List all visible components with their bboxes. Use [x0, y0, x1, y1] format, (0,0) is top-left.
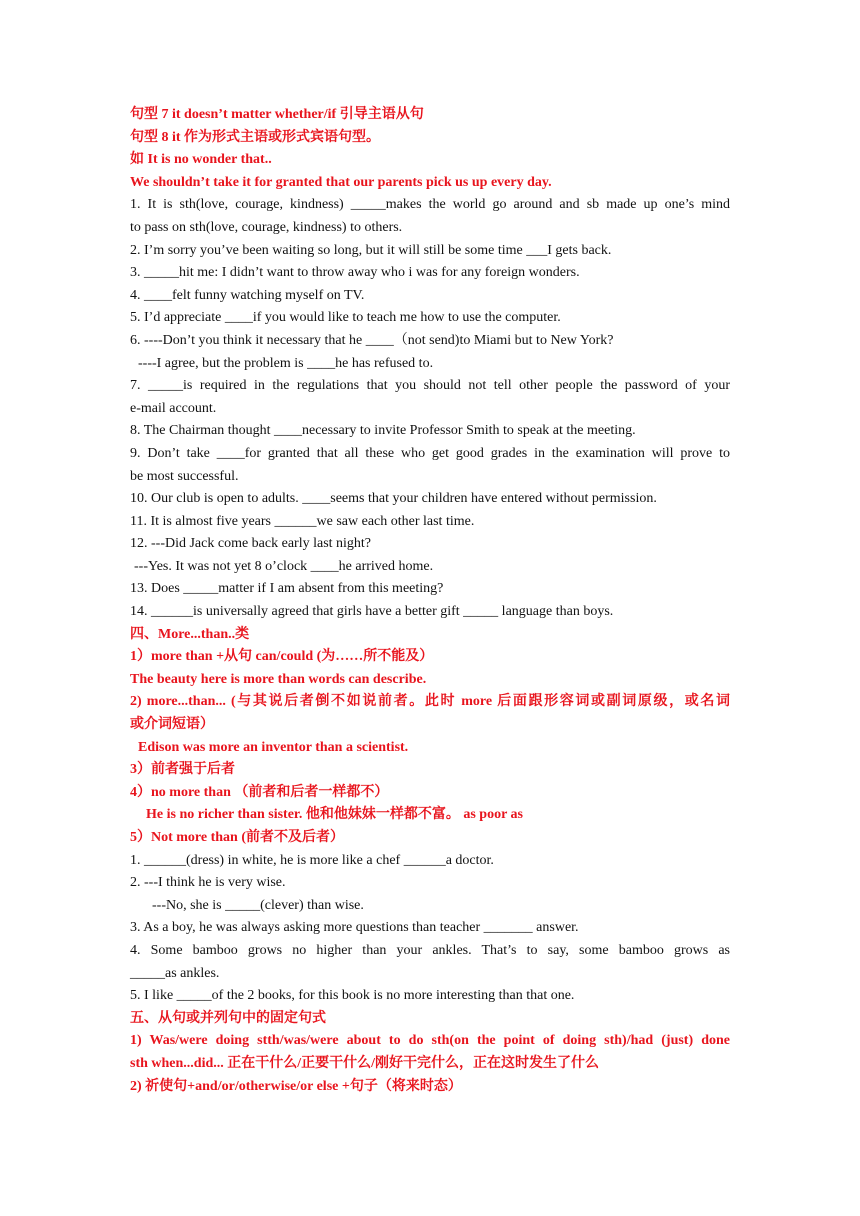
document-line: 5）Not more than (前者不及后者） [130, 830, 345, 845]
document-line: 14. ______is universally agreed that girls have a better gift _____ language than boys. [130, 604, 614, 620]
document-line: 如 It is no wonder that.. [130, 152, 272, 168]
document-line: Edison was more an inventor than a scientist. [138, 739, 409, 755]
document-line: 4. ____felt funny watching myself on TV. [130, 287, 365, 303]
document-line: The beauty here is more than words can describe. [130, 671, 427, 687]
document-line: 或介词短语） [130, 717, 214, 733]
document-line: 13. Does _____matter if I am absent from this meeting? [130, 581, 444, 597]
document-line: 句型 8 it 作为形式主语或形式宾语句型。 [130, 129, 381, 145]
document-line: 11. It is almost five years ______we saw each other last time. [130, 513, 475, 529]
document-line: We shouldn’t take it for granted that our parents pick us up every day. [130, 174, 552, 190]
document-line: 4. Some bamboo grows no higher than your ankles. That’s to say, some bamboo grows as [130, 942, 730, 958]
document-line: 6. ----Don’t you think it necessary that he ____（not send)to Miami but to New York? [130, 332, 614, 348]
document-line: 2) more...than... (与其说后者倒不如说前者。此时 more 后面跟形容词或副词原级，或名词 [130, 694, 730, 710]
document-line: 3. _____hit me: I didn’t want to throw away who i was for any foreign wonders. [130, 265, 580, 281]
document-line: ---No, she is _____(clever) than wise. [152, 897, 364, 913]
document-line: 5. I’d appreciate ____if you would like to teach me how to use the computer. [130, 310, 561, 326]
document-body [130, 104, 730, 1098]
document-line: 7. _____is required in the regulations that you should not tell other people the password of your [130, 378, 730, 394]
document-line: 12. ---Did Jack come back early last night? [130, 536, 372, 552]
document-line: He is no richer than sister. 他和他妹妹一样都不富。 as poor as [146, 807, 523, 823]
document-line: 1. It is sth(love, courage, kindness) _____makes the world go around and sb made up one’s mind [130, 197, 730, 213]
document-line: ----I agree, but the problem is ____he has refused to. [138, 355, 434, 371]
document-line: 9. Don’t take ____for granted that all these who get good grades in the examination will prove to [130, 445, 730, 461]
document-line: 句型 7 it doesn’t matter whether/if 引导主语从句 [130, 107, 424, 122]
document-line: 3）前者强于后者 [130, 762, 235, 778]
document-line: sth when...did... 正在干什么/正要干什么/刚好干完什么，正在这时发生了什么 [130, 1055, 600, 1071]
document-line: 5. I like _____of the 2 books, for this book is no more interesting than that one. [130, 988, 575, 1004]
document-line: 2. ---I think he is very wise. [130, 875, 286, 891]
document-line: 五、从句或并列句中的固定句式 [130, 1010, 326, 1026]
document-line: 3. As a boy, he was always asking more questions than teacher _______ answer. [130, 920, 579, 936]
document-line: 1）more than +从句 can/could (为……所不能及） [130, 649, 434, 665]
document-line: 1) Was/were doing stth/was/were about to do sth(on the point of doing sth)/had (just) done [130, 1033, 730, 1049]
document-line: 8. The Chairman thought ____necessary to invite Professor Smith to speak at the meeting. [130, 423, 636, 439]
document-line: 10. Our club is open to adults. ____seems that your children have entered without permission. [130, 491, 657, 507]
document-line: 4）no more than （前者和后者一样都不） [130, 784, 389, 800]
document-line: _____as ankles. [130, 965, 220, 981]
document-line: 四、More...than..类 [130, 626, 250, 642]
document-line: 2. I’m sorry you’ve been waiting so long, but it will still be some time ___I gets back. [130, 242, 612, 258]
document-line: 1. ______(dress) in white, he is more like a chef ______a doctor. [130, 852, 494, 868]
document-line: e-mail account. [130, 400, 217, 416]
document-line: to pass on sth(love, courage, kindness) to others. [130, 219, 403, 235]
document-line: 2) 祈使句+and/or/otherwise/or else +句子（将来时态） [130, 1078, 462, 1094]
document-line: be most successful. [130, 468, 239, 484]
document-line: ---Yes. It was not yet 8 o’clock ____he arrived home. [134, 558, 434, 574]
